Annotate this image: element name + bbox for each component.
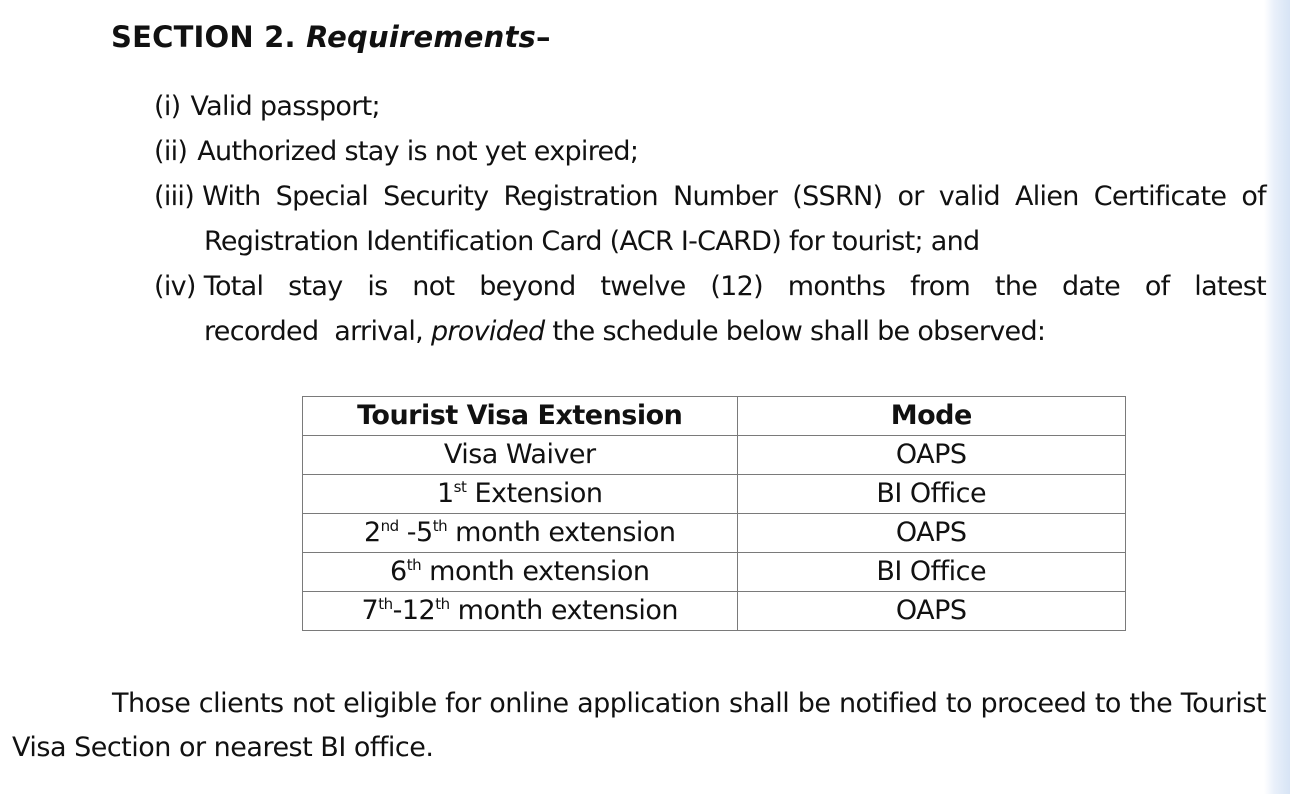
extension-cell [303, 592, 738, 631]
requirement-item [154, 264, 1266, 354]
header-extension: Tourist Visa Extension [303, 397, 738, 436]
ordinal-suffix: st [453, 478, 467, 496]
ordinal-number: 1 [436, 478, 454, 509]
requirement-text: Valid passport; [190, 91, 380, 122]
requirement-number: (iii) [154, 181, 195, 212]
extension-cell [303, 553, 738, 592]
closing-paragraph: Those clients not eligible for online application shall be notified to proceed to the Tourist Visa Section or nearest BI office. [12, 688, 1266, 763]
extension-cell [303, 475, 738, 514]
header-mode: Mode [737, 397, 1126, 436]
range-end-number: -5 [398, 517, 433, 548]
table-row [303, 436, 1126, 475]
extension-label: month extension [421, 556, 650, 587]
extension-cell [303, 514, 738, 553]
section-dash: – [536, 20, 551, 54]
ordinal-suffix: th [432, 517, 448, 535]
requirement-emphasis: provided [430, 316, 545, 347]
requirement-number: (iv) [154, 271, 196, 302]
requirements-list [154, 84, 1266, 354]
requirement-number: (i) [154, 91, 181, 122]
mode-cell: OAPS [737, 436, 1126, 475]
mode-cell: OAPS [737, 592, 1126, 631]
ordinal-number: 2 [363, 517, 381, 548]
mode-cell: BI Office [737, 475, 1126, 514]
section-heading [111, 20, 551, 54]
section-label: SECTION 2. [111, 20, 296, 54]
extension-label: month extension [449, 595, 678, 626]
requirement-item [154, 129, 1266, 174]
table-row [303, 553, 1126, 592]
mode-cell: OAPS [737, 514, 1126, 553]
requirement-item [154, 84, 1266, 129]
ordinal-number: 7 [361, 595, 379, 626]
ordinal-suffix: th [406, 556, 422, 574]
ordinal-suffix: th [435, 595, 450, 613]
extension-cell: Visa Waiver [303, 436, 738, 475]
ordinal-suffix: nd [380, 517, 399, 535]
extension-label: Extension [466, 478, 603, 509]
requirement-text-tail: the schedule below shall be observed: [552, 316, 1046, 347]
page-edge-bar [1264, 0, 1290, 794]
requirement-text: Total stay is not beyond twelve (12) months from the date of latest recorded arrival, [203, 271, 1266, 347]
extension-schedule-table [302, 396, 1126, 631]
mode-cell: BI Office [737, 553, 1126, 592]
table-header-row [303, 397, 1126, 436]
requirement-text: With Special Security Registration Number (SSRN) or valid Alien Certificate of Registration Identification Card (ACR I-CARD) for tourist; and [202, 181, 1266, 257]
requirement-number: (ii) [154, 136, 188, 167]
section-title: Requirements [306, 20, 536, 54]
extension-label: month extension [447, 517, 676, 548]
table-row [303, 514, 1126, 553]
range-end-number: -12 [392, 595, 436, 626]
table-row [303, 592, 1126, 631]
requirement-text: Authorized stay is not yet expired; [197, 136, 639, 167]
table-row [303, 475, 1126, 514]
requirement-item [154, 174, 1266, 264]
ordinal-number: 6 [390, 556, 407, 587]
ordinal-suffix: th [378, 595, 393, 613]
